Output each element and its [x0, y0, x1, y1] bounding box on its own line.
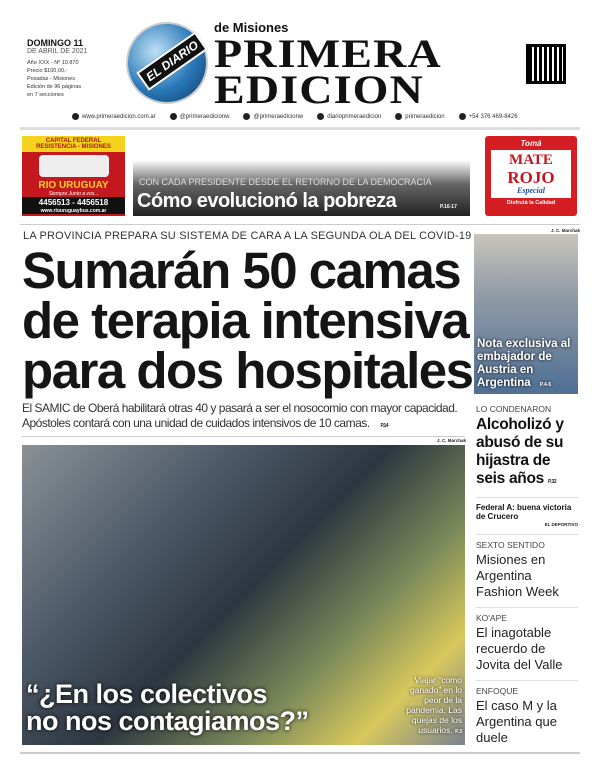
- social-facebook[interactable]: [243, 113, 303, 120]
- issue-number: Año XXX - Nº 10.870: [27, 60, 79, 66]
- qr-code[interactable]: [526, 44, 566, 84]
- item-kicker: ENFOQUE: [476, 686, 519, 696]
- social-text: +54 376 469-8426: [468, 114, 518, 121]
- instagram-icon: [317, 113, 324, 120]
- caption-text: Viajar “como ganado” en lo peor de la pandemia. Las quejas de los usuarios.: [406, 675, 462, 735]
- edition-info: [27, 38, 87, 99]
- headline-line: Sumarán 50 camas: [22, 242, 461, 299]
- ad-url: www.riouruguaybus.com.ar: [22, 208, 125, 214]
- photo-caption: [400, 675, 462, 737]
- ad-phones: 4456513 - 4456518: [22, 197, 125, 208]
- poverty-banner[interactable]: [133, 136, 470, 216]
- ad-rio-uruguay[interactable]: [22, 136, 125, 216]
- side-item[interactable]: [476, 534, 578, 600]
- social-web[interactable]: [72, 113, 156, 120]
- side-item[interactable]: [476, 404, 578, 491]
- ad-text: Especial: [517, 186, 545, 195]
- item-title: Alcoholizó y abusó de su hijastra de seis años: [476, 416, 564, 487]
- social-instagram[interactable]: [317, 113, 381, 120]
- divider: [20, 224, 580, 225]
- social-twitter[interactable]: [170, 113, 230, 120]
- page-ref: P.4-5: [539, 382, 552, 388]
- banner-title: Cómo evolucionó la pobreza: [137, 190, 397, 212]
- social-text: @primeraedicionw: [253, 114, 304, 121]
- globe-icon: [72, 113, 79, 120]
- ambassador-photo[interactable]: [474, 234, 578, 394]
- headline-line: para dos hospitales: [22, 342, 473, 399]
- ad-text: MATE: [509, 152, 553, 168]
- ambassador-headline: [477, 338, 576, 392]
- logo-stamp: EL DIARIO: [136, 31, 208, 91]
- lead-deck: [22, 401, 468, 434]
- lead-kicker: LA PROVINCIA PREPARA SU SISTEMA DE CARA A LA SEGUNDA OLA DEL COVID-19: [23, 230, 472, 242]
- item-title: El inagotable recuerdo de Jovita del Valle: [476, 625, 563, 672]
- side-news: [476, 404, 578, 746]
- facebook-icon: [243, 113, 250, 120]
- ad-slogan: Siempre Junto a vos...: [48, 191, 99, 197]
- divider: [22, 436, 465, 437]
- deck-text: El SAMIC de Oberá habilitará otras 40 y pasará a ser el nosocomio con mayor capacidad. Apóstoles contará con una unidad de cuidados intensivos de 10 camas.: [22, 401, 458, 430]
- ad-text: ROJO: [507, 168, 555, 187]
- headline-line: “¿En los colectivos: [26, 679, 268, 709]
- social-whatsapp[interactable]: [459, 113, 518, 120]
- item-kicker: SEXTO SENTIDO: [476, 540, 545, 550]
- logo: [126, 22, 208, 104]
- ad-mate-rojo[interactable]: [485, 136, 577, 216]
- page-ref: P.16-17: [440, 204, 457, 210]
- youtube-icon: [395, 113, 402, 120]
- side-item[interactable]: [476, 607, 578, 673]
- price: Precio $100,00.-: [27, 68, 68, 74]
- social-text: www.primeraedicion.com.ar: [82, 114, 156, 121]
- city: Posadas - Misiones: [27, 76, 75, 82]
- photo-credit: J. C. Marchak: [551, 228, 581, 233]
- ad-text: CAPITAL FEDERAL: [45, 138, 102, 144]
- ad-text: Tomá: [520, 139, 542, 148]
- side-item[interactable]: [476, 497, 578, 528]
- item-kicker: LO CONDENARON: [476, 404, 552, 414]
- photo-credit: J. C. Marchak: [437, 438, 467, 443]
- headline-line: de terapia intensiva: [22, 292, 469, 349]
- divider: [20, 127, 580, 130]
- logo-title-2: EDICION: [214, 67, 424, 112]
- headline-text: Nota exclusiva al embajador de Austria en Argentina: [477, 338, 571, 389]
- headline-line: no nos contagiamos?”: [26, 706, 309, 736]
- bus-image: [39, 155, 109, 177]
- twitter-icon: [170, 113, 177, 120]
- item-title: Federal A: buena victoria de Crucero: [476, 503, 572, 521]
- logo-subtitle: de Misiones: [214, 20, 289, 35]
- page-ref: P.14: [380, 423, 389, 429]
- item-title: Misiones en Argentina Fashion Week: [476, 552, 559, 599]
- item-kicker: KO'APE: [476, 613, 507, 623]
- social-text: primeraedicion: [405, 114, 445, 121]
- bus-photo[interactable]: [22, 445, 465, 745]
- section-count: en 7 secciones: [27, 92, 64, 98]
- photo-headline: [26, 681, 309, 735]
- banner-kicker: CON CADA PRESIDENTE DESDE EL RETORNO DE LA DEMOCRACIA: [139, 177, 432, 187]
- page-ref: P.3: [455, 729, 462, 735]
- logo-title-1: PRIMERA: [214, 31, 442, 76]
- item-title: El caso M y la Argentina que duele: [476, 698, 557, 745]
- page-count: Edición de 96 páginas: [27, 84, 82, 90]
- side-item[interactable]: [476, 680, 578, 746]
- social-text: @primeraedicionw: [179, 114, 230, 121]
- social-youtube[interactable]: [395, 113, 444, 120]
- item-section: EL DEPORTIVO: [544, 522, 578, 527]
- whatsapp-icon: [459, 113, 466, 120]
- ad-text: Disfrutá la Calidad: [506, 200, 556, 206]
- ad-text: RESISTENCIA - MISIONES: [36, 144, 111, 150]
- edition-date: DE ABRIL DE 2021: [27, 48, 88, 55]
- social-text: diarioprimeraedicion: [327, 114, 382, 121]
- page-ref: P.32: [547, 479, 557, 485]
- lead-headline[interactable]: [22, 242, 473, 399]
- social-links: [72, 113, 518, 120]
- edition-day: DOMINGO 11: [27, 38, 84, 48]
- divider: [20, 752, 580, 754]
- ad-brand: RIO URUGUAY: [38, 180, 109, 191]
